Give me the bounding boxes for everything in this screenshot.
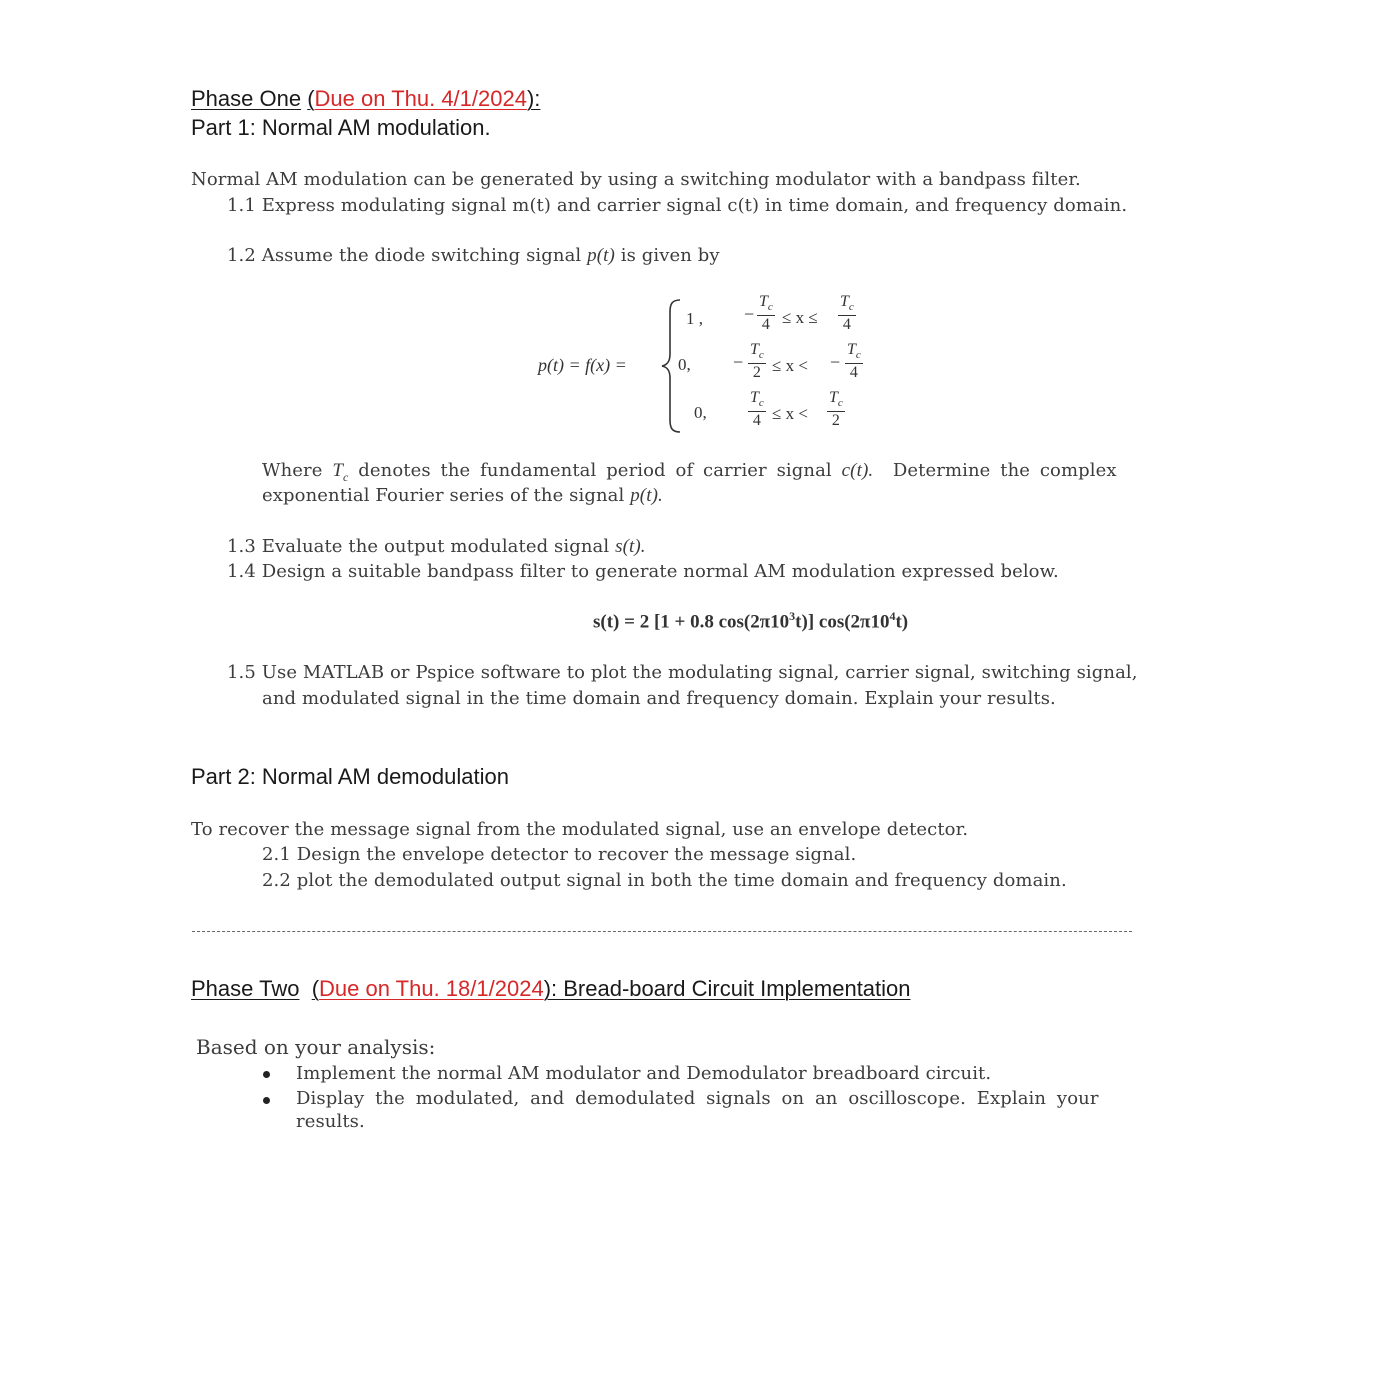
case-2-relation: ≤ x <: [772, 356, 808, 375]
equation-lhs: [538, 355, 627, 376]
where-carrier: c(t).: [841, 460, 874, 481]
question-1-3-var: s(t).: [615, 536, 646, 557]
where-line-2: [262, 485, 663, 507]
case-1-upper-fraction: $\frac{T_c}{4}$: [840, 293, 854, 334]
case-3-upper-fraction: $\frac{T_c}{2}$: [829, 389, 843, 430]
question-2-2: 2.2 plot the demodulated output signal in both the time domain and frequency domain.: [262, 870, 1067, 891]
case-1-lower-fraction: $\frac{T_c}{4}$: [759, 293, 773, 334]
phase-two-due-date: Due on Thu. 18/1/2024: [319, 976, 544, 1001]
question-1-5-line-2: and modulated signal in the time domain and frequency domain. Explain your results.: [262, 688, 1056, 709]
where-line-1: [262, 460, 1117, 485]
case-2-minus-upper: −: [830, 352, 841, 372]
section-divider: [192, 931, 1132, 932]
phase-two-heading: [191, 976, 911, 1002]
case-2-lower-fraction: $\frac{T_c}{2}$: [750, 341, 764, 382]
case-3-value: 0,: [694, 403, 707, 422]
question-1-3-pre: 1.3 Evaluate the output modulated signal: [227, 536, 610, 557]
bullet-item-2-continued: results.: [296, 1111, 365, 1132]
case-1-relation: ≤ x ≤: [782, 308, 818, 327]
question-1-2-pre: 1.2 Assume the diode switching signal: [227, 245, 582, 266]
bullet-2-icon: [263, 1097, 270, 1104]
question-1-2-post: is given by: [620, 245, 720, 266]
where-line2-pre: exponential Fourier series of the signal: [262, 485, 625, 506]
phase-two-due-close: ): Bread-board Circuit Implementation: [543, 976, 911, 1001]
phase-two-label: Phase Two: [191, 976, 300, 1001]
case-3-relation: ≤ x <: [772, 404, 808, 423]
phase-one-due-close: ):: [526, 86, 541, 111]
case-2-minus: −: [733, 352, 744, 372]
question-1-2-var: p(t): [587, 245, 615, 266]
part2-title: Part 2: Normal AM demodulation: [191, 764, 509, 789]
where-line2-var: p(t).: [630, 485, 663, 506]
phase-one-heading: [191, 86, 540, 112]
phase-one-label: Phase One: [191, 86, 302, 111]
question-1-4: 1.4 Design a suitable bandpass filter to generate normal AM modulation expressed below.: [227, 561, 1059, 582]
phase-two-due-open: (: [311, 976, 320, 1001]
phase-one-due-date: Due on Thu. 4/1/2024: [314, 86, 527, 111]
case-2-value: 0,: [678, 355, 691, 374]
part1-intro: Normal AM modulation can be generated by using a switching modulator with a bandpass filter.: [191, 169, 1081, 190]
modulated-signal-equation: s(t) = 2 [1 + 0.8 $\cos(2\pi 10^3t)$] $\cos(2\pi 10^4t)$: [593, 609, 909, 633]
phase-one-due-open: (: [307, 86, 315, 111]
where-mid: denotes the fundamental period of carrier signal: [358, 460, 832, 481]
question-1-3: [227, 536, 646, 558]
question-1-5-line-1: 1.5 Use MATLAB or Pspice software to plot the modulating signal, carrier signal, switching signal,: [227, 662, 1138, 683]
bullet-item-2: Display the modulated, and demodulated signals on an oscilloscope. Explain your: [296, 1088, 1099, 1109]
where-pre: Where: [262, 460, 323, 481]
where-var: $T_c$: [332, 460, 349, 484]
based-on-analysis: Based on your analysis:: [196, 1035, 436, 1059]
part1-title: Part 1: Normal AM modulation.: [191, 115, 491, 140]
case-1-minus: −: [744, 304, 755, 324]
part2-intro: To recover the message signal from the modulated signal, use an envelope detector.: [191, 819, 969, 840]
where-post: Determine the complex: [892, 460, 1117, 481]
bullet-item-1: Implement the normal AM modulator and Demodulator breadboard circuit.: [296, 1063, 992, 1084]
question-1-2: [227, 245, 720, 267]
case-1-value: 1 ,: [686, 309, 703, 328]
bullet-1-icon: [263, 1071, 270, 1078]
question-2-1: 2.1 Design the envelope detector to recover the message signal.: [262, 844, 857, 865]
case-2-upper-fraction: $\frac{T_c}{4}$: [847, 341, 861, 382]
question-1-1: 1.1 Express modulating signal m(t) and carrier signal c(t) in time domain, and frequency domain.: [227, 195, 1128, 216]
case-3-lower-fraction: $\frac{T_c}{4}$: [750, 389, 764, 430]
equation-lhs-text: p(t) = f(x) =: [538, 355, 627, 375]
